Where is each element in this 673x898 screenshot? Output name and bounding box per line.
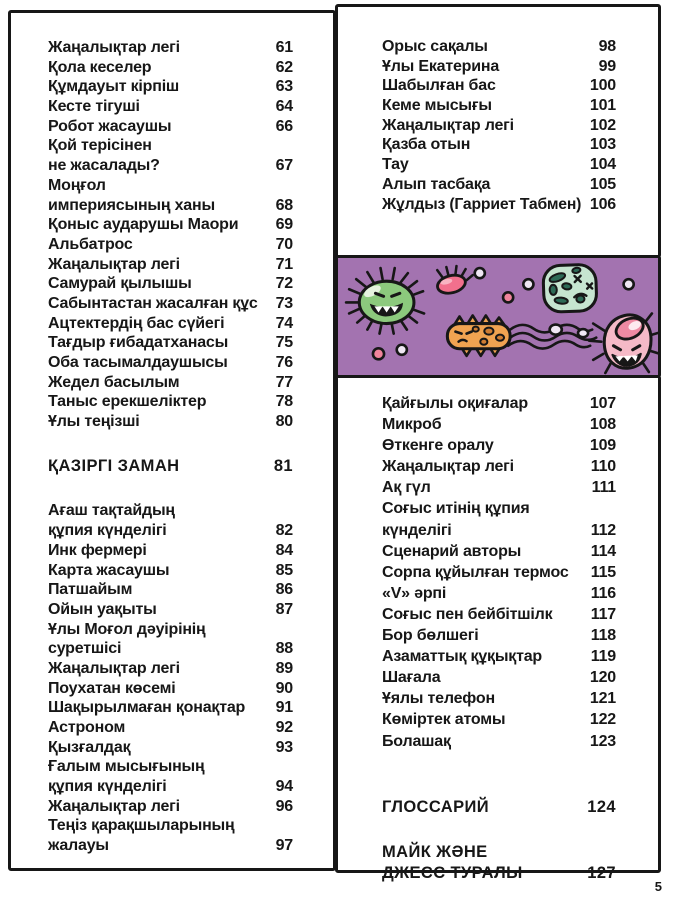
toc-entry-title: Сабынтастан жасалған құс <box>48 294 258 312</box>
toc-row <box>382 709 616 730</box>
toc-entry-page: 107 <box>589 395 616 412</box>
toc-entry-page: 116 <box>590 584 616 602</box>
toc-entry-title: Қой терісінен <box>48 137 152 155</box>
toc-spacer <box>382 818 616 842</box>
toc-row <box>382 498 616 519</box>
toc-list-left <box>48 38 293 856</box>
toc-entry-title: ГЛОССАРИЙ <box>382 797 490 816</box>
toc-row <box>382 583 616 604</box>
toc-entry-page: 62 <box>275 58 293 76</box>
toc-row <box>48 561 293 581</box>
toc-entry-page: 93 <box>275 738 293 756</box>
toc-row <box>48 58 293 78</box>
toc-entry-page: 96 <box>275 797 293 815</box>
toc-heading-row <box>382 797 616 818</box>
toc-row <box>48 816 293 836</box>
toc-entry-page: 63 <box>275 78 293 96</box>
toc-entry-page: 92 <box>275 719 293 736</box>
toc-entry-title: Азаматтық құқықтар <box>382 648 543 666</box>
toc-entry-title: Патшайым <box>48 581 133 599</box>
toc-entry-page: 118 <box>590 627 616 645</box>
toc-row <box>48 521 293 541</box>
toc-entry-title: Ұялы телефон <box>382 690 495 708</box>
toc-row <box>382 562 616 583</box>
toc-entry-title: Жаңалықтар легі <box>48 797 180 815</box>
toc-entry-page: 94 <box>275 778 293 796</box>
toc-entry-title: «V» әрпі <box>382 584 447 602</box>
toc-entry-page: 74 <box>275 314 293 332</box>
toc-entry-page: 75 <box>275 334 293 352</box>
toc-heading-row <box>382 842 616 863</box>
toc-entry-title: Жұлдыз (Гарриет Табмен) <box>382 195 582 213</box>
toc-entry-title: Альбатрос <box>48 235 133 253</box>
toc-row <box>382 116 616 136</box>
toc-row <box>382 155 616 175</box>
toc-row <box>48 77 293 97</box>
toc-entry-page: 68 <box>275 196 293 214</box>
toc-entry-page: 72 <box>275 275 293 293</box>
toc-entry-title: Жаңалықтар легі <box>48 39 180 56</box>
toc-list-right-bottom <box>382 393 616 884</box>
toc-entry-page: 64 <box>275 98 293 116</box>
toc-entry-page: 102 <box>589 116 616 134</box>
toc-entry-page: 87 <box>275 600 293 618</box>
toc-entry-title: Робот жасаушы <box>48 117 172 135</box>
toc-panel-right-bottom <box>335 375 661 882</box>
microbes-illustration <box>338 258 658 375</box>
toc-entry-page: 82 <box>275 522 293 540</box>
toc-entry-page: 77 <box>275 373 293 391</box>
toc-row <box>382 604 616 625</box>
toc-entry-page: 88 <box>275 640 293 658</box>
toc-entry-title: құпия күнделігі <box>48 522 167 540</box>
toc-entry-title: суретшісі <box>48 640 122 658</box>
toc-entry-title: Шағала <box>382 669 441 687</box>
toc-row <box>382 76 616 96</box>
toc-entry-title: Жаңалықтар легі <box>48 659 180 677</box>
toc-list-right-top <box>382 37 616 214</box>
toc-entry-title: құпия күнделігі <box>48 778 167 796</box>
toc-entry-title: Қызғалдақ <box>48 738 131 756</box>
toc-entry-page: 97 <box>275 837 293 855</box>
toc-entry-title: Микроб <box>382 416 442 434</box>
toc-row <box>382 520 616 541</box>
toc-entry-title: Поухатан көсемі <box>48 679 176 697</box>
toc-entry-page: 124 <box>587 797 616 816</box>
toc-row <box>48 136 293 156</box>
toc-entry-page: 78 <box>275 393 293 411</box>
toc-row <box>48 797 293 817</box>
toc-entry-title: Жаңалықтар легі <box>48 255 180 273</box>
toc-entry-title: Өткенге оралу <box>382 437 494 455</box>
toc-row <box>48 215 293 235</box>
toc-panel-right-top <box>335 4 661 258</box>
toc-entry-page: 69 <box>275 216 293 234</box>
toc-row <box>382 37 616 57</box>
toc-spacer <box>48 476 293 501</box>
toc-row <box>48 392 293 412</box>
toc-entry-title: Ағаш тақтайдың <box>48 502 175 520</box>
toc-entry-page: 85 <box>275 561 293 579</box>
toc-entry-page: 119 <box>590 648 616 666</box>
toc-entry-title: не жасалады? <box>48 157 160 175</box>
toc-row <box>48 373 293 393</box>
toc-panel-left <box>8 10 336 871</box>
toc-entry-title: Тағдыр ғибадатханасы <box>48 334 229 352</box>
toc-row <box>382 435 616 456</box>
toc-row <box>382 625 616 646</box>
toc-entry-page: 108 <box>589 416 616 434</box>
toc-entry-title: Кеме мысығы <box>382 97 492 115</box>
toc-entry-title: Орыс сақалы <box>382 38 488 55</box>
toc-row <box>382 646 616 667</box>
toc-entry-title: Карта жасаушы <box>48 561 170 579</box>
toc-entry-page: 117 <box>590 605 616 623</box>
toc-entry-page: 122 <box>589 711 616 729</box>
toc-row <box>48 196 293 216</box>
toc-row <box>48 176 293 196</box>
toc-entry-title: Тау <box>382 156 409 174</box>
toc-row <box>48 156 293 176</box>
toc-entry-title: Қоныс аударушы Маори <box>48 216 239 234</box>
toc-entry-title: Жаңалықтар легі <box>382 458 514 476</box>
toc-entry-title: МАЙК ЖӘНЕ <box>382 842 488 861</box>
toc-entry-page: 71 <box>275 255 293 273</box>
toc-entry-title: Көміртек атомы <box>382 711 506 729</box>
toc-entry-title: Ұлы теңізші <box>48 413 140 431</box>
toc-entry-title: күнделігі <box>382 521 452 539</box>
toc-entry-title: империясының ханы <box>48 196 215 214</box>
toc-row <box>48 738 293 758</box>
toc-entry-title: Соғыс итінің құпия <box>382 500 530 518</box>
toc-row <box>48 333 293 353</box>
toc-row <box>382 477 616 498</box>
toc-row <box>382 456 616 477</box>
toc-row <box>382 414 616 435</box>
toc-entry-page: 66 <box>275 117 293 135</box>
microbes-illustration-panel <box>335 255 661 378</box>
toc-entry-page: 84 <box>275 541 293 559</box>
toc-entry-title: Самурай қылышы <box>48 275 192 293</box>
toc-row <box>48 38 293 58</box>
toc-entry-page: 67 <box>275 157 293 175</box>
toc-row <box>382 667 616 688</box>
toc-entry-page: 70 <box>275 235 293 253</box>
toc-spacer <box>48 432 293 457</box>
toc-row <box>48 314 293 334</box>
toc-row <box>48 757 293 777</box>
teal-microbe-icon <box>543 264 597 312</box>
toc-entry-title: Инк фермері <box>48 541 147 559</box>
toc-row <box>382 135 616 155</box>
toc-row <box>48 679 293 699</box>
toc-entry-page: 90 <box>275 679 293 697</box>
toc-entry-title: Ұлы Моғол дәуірінің <box>48 620 206 638</box>
toc-entry-page: 101 <box>589 97 616 115</box>
toc-row <box>48 294 293 314</box>
toc-entry-page: 73 <box>275 294 293 312</box>
toc-entry-title: ДЖЕСС ТУРАЛЫ <box>382 863 523 882</box>
toc-row <box>382 57 616 77</box>
toc-entry-page: 115 <box>590 563 616 581</box>
toc-row <box>48 698 293 718</box>
toc-entry-title: Жедел басылым <box>48 373 180 391</box>
toc-row <box>382 541 616 562</box>
toc-entry-page: 89 <box>275 659 293 677</box>
toc-entry-page: 100 <box>589 77 616 95</box>
toc-row <box>48 718 293 738</box>
toc-row <box>48 580 293 600</box>
toc-entry-page: 121 <box>589 690 616 708</box>
toc-entry-title: Оба тасымалдаушысы <box>48 354 228 371</box>
toc-entry-page: 91 <box>275 699 293 717</box>
toc-entry-title: Теңіз қарақшыларының <box>48 817 235 835</box>
toc-entry-title: жалауы <box>48 837 109 855</box>
toc-row <box>48 353 293 373</box>
toc-entry-page: 105 <box>589 175 616 193</box>
toc-entry-title: Сценарий авторы <box>382 542 522 560</box>
toc-row <box>382 393 616 414</box>
toc-entry-page: 114 <box>590 542 616 560</box>
toc-entry-title: Кесте тігуші <box>48 98 140 116</box>
page-number: 5 <box>654 879 662 894</box>
toc-entry-page: 111 <box>591 479 616 497</box>
toc-entry-title: Моңғол <box>48 176 106 194</box>
toc-entry-title: ҚАЗІРГІ ЗАМАН <box>48 456 180 475</box>
toc-entry-title: Соғыс пен бейбітшілк <box>382 605 553 623</box>
toc-entry-title: Болашақ <box>382 732 451 750</box>
toc-entry-page: 112 <box>590 521 616 539</box>
toc-entry-title: Сорпа құйылған термос <box>382 563 569 581</box>
toc-row <box>48 501 293 521</box>
toc-entry-title: Бор бөлшегі <box>382 627 479 645</box>
toc-row <box>48 541 293 561</box>
toc-spacer <box>382 752 616 797</box>
toc-entry-title: Астроном <box>48 719 126 736</box>
toc-entry-page: 120 <box>589 669 616 687</box>
toc-entry-page: 98 <box>598 38 616 55</box>
toc-entry-page: 123 <box>589 732 616 750</box>
toc-entry-title: Құмдауыт кірпіш <box>48 78 180 96</box>
toc-row <box>48 255 293 275</box>
toc-entry-title: Таныс ерекшеліктер <box>48 393 207 411</box>
toc-entry-title: Жаңалықтар легі <box>382 116 514 134</box>
toc-row <box>382 688 616 709</box>
toc-heading-row <box>382 863 616 884</box>
toc-row <box>382 175 616 195</box>
toc-entry-page: 110 <box>590 458 616 476</box>
toc-row <box>48 600 293 620</box>
toc-entry-page: 104 <box>589 156 616 174</box>
toc-entry-page: 80 <box>275 413 293 431</box>
toc-entry-page: 86 <box>275 581 293 599</box>
toc-row <box>48 659 293 679</box>
toc-entry-title: Шақырылмаған қонақтар <box>48 699 246 717</box>
toc-entry-page: 109 <box>589 437 616 455</box>
toc-entry-page: 81 <box>273 456 293 475</box>
toc-row <box>48 639 293 659</box>
toc-row <box>48 836 293 856</box>
toc-row <box>48 117 293 137</box>
toc-entry-title: Қазба отын <box>382 136 471 154</box>
toc-row <box>382 195 616 215</box>
toc-entry-page: 61 <box>275 39 293 56</box>
toc-entry-page: 76 <box>275 354 293 371</box>
toc-row <box>48 777 293 797</box>
toc-entry-page: 127 <box>587 863 616 882</box>
toc-entry-title: Шабылған бас <box>382 77 496 95</box>
toc-entry-page: 99 <box>598 57 616 75</box>
toc-row <box>48 235 293 255</box>
toc-entry-title: Қола кеселер <box>48 58 152 76</box>
toc-entry-title: Ойын уақыты <box>48 600 157 618</box>
toc-entry-title: Ақ гүл <box>382 479 431 497</box>
toc-heading-row <box>48 457 293 477</box>
toc-row <box>48 274 293 294</box>
toc-entry-page: 106 <box>589 195 616 213</box>
toc-entry-title: Қайғылы оқиғалар <box>382 395 528 412</box>
toc-entry-page: 103 <box>589 136 616 154</box>
toc-entry-title: Ацтектердің бас сүйегі <box>48 314 225 332</box>
toc-row <box>48 412 293 432</box>
toc-row <box>48 620 293 640</box>
toc-row <box>382 731 616 752</box>
toc-entry-title: Ғалым мысығының <box>48 758 205 776</box>
toc-row <box>48 97 293 117</box>
toc-entry-title: Ұлы Екатерина <box>382 57 500 75</box>
toc-entry-title: Алып тасбақа <box>382 175 491 193</box>
toc-row <box>382 96 616 116</box>
